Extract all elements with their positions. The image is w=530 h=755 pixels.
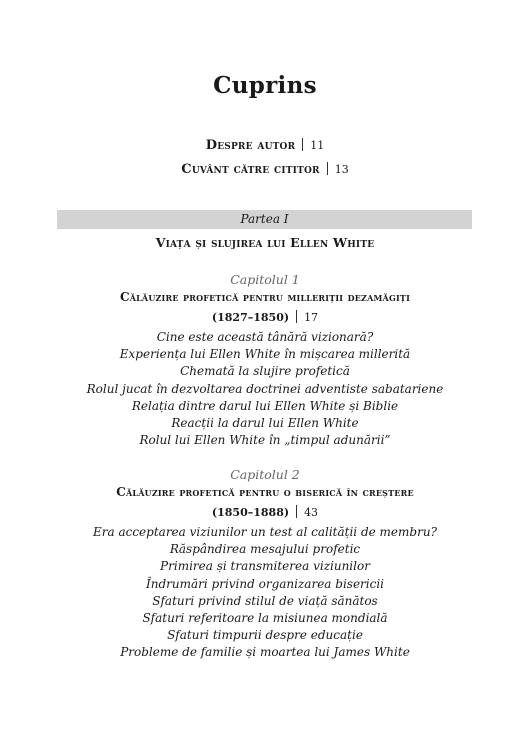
chapter-years-line <box>0 505 530 519</box>
section-item[interactable]: Cine este această tânără vizionară? <box>156 330 374 344</box>
separator <box>296 310 297 323</box>
part-label: Partea I <box>57 210 472 229</box>
separator <box>327 162 328 175</box>
section-item[interactable]: Era acceptarea viziunilor un test al calității de membru? <box>93 525 437 539</box>
chapter-title[interactable]: Călăuzire profetică pentru milleriții dezamăgiți <box>119 290 411 304</box>
chapter-page: 43 <box>304 506 319 519</box>
chapter-years-line <box>0 310 530 324</box>
section-item[interactable]: Reacții la darul lui Ellen White <box>171 415 359 430</box>
toc-entry-label: Despre autor <box>205 138 296 153</box>
chapter-years: (1827–1850) <box>211 311 290 324</box>
toc-entry-foreword[interactable] <box>0 162 530 177</box>
chapter-label: Capitolul 2 <box>230 467 300 482</box>
section-item[interactable]: Relația dintre darul lui Ellen White și Biblie <box>131 398 399 413</box>
chapter-title[interactable]: Călăuzire profetică pentru o biserică în creștere <box>116 485 414 499</box>
toc-entry-about-author[interactable] <box>0 138 530 153</box>
section-item[interactable]: Sfaturi referitoare la misiunea mondială <box>142 610 388 625</box>
toc-entry-label: Cuvânt către cititor <box>181 162 320 177</box>
chapter-page: 17 <box>304 311 319 324</box>
part-title: Viața și slujirea lui Ellen White <box>155 235 375 250</box>
separator <box>296 505 297 518</box>
toc-entry-page: 11 <box>310 139 325 152</box>
chapter-sections <box>0 329 530 449</box>
chapter-label: Capitolul 1 <box>230 272 300 287</box>
separator <box>302 138 303 151</box>
section-item[interactable]: Îndrumări privind organizarea bisericii <box>145 576 385 591</box>
chapter-sections <box>0 524 530 662</box>
section-item[interactable]: Sfaturi timpurii despre educație <box>167 628 363 643</box>
section-item[interactable]: Rolul jucat în dezvoltarea doctrinei adventiste sabatariene <box>86 381 444 396</box>
toc-entry-page: 13 <box>334 163 349 176</box>
section-item[interactable]: Chemată la slujire profetică <box>180 364 350 379</box>
section-item[interactable]: Probleme de familie și moartea lui James White <box>120 645 410 660</box>
section-item[interactable]: Primirea și transmiterea viziunilor <box>160 559 370 574</box>
section-item[interactable]: Experiența lui Ellen White în mișcarea millerită <box>119 347 411 362</box>
chapter-years: (1850–1888) <box>211 506 290 519</box>
page-title: Cuprins <box>213 72 317 99</box>
section-item[interactable]: Răspândirea mesajului profetic <box>169 542 361 557</box>
section-item[interactable]: Rolul lui Ellen White în „timpul adunării” <box>139 433 391 448</box>
section-item[interactable]: Sfaturi privind stilul de viață sănătos <box>152 593 378 608</box>
